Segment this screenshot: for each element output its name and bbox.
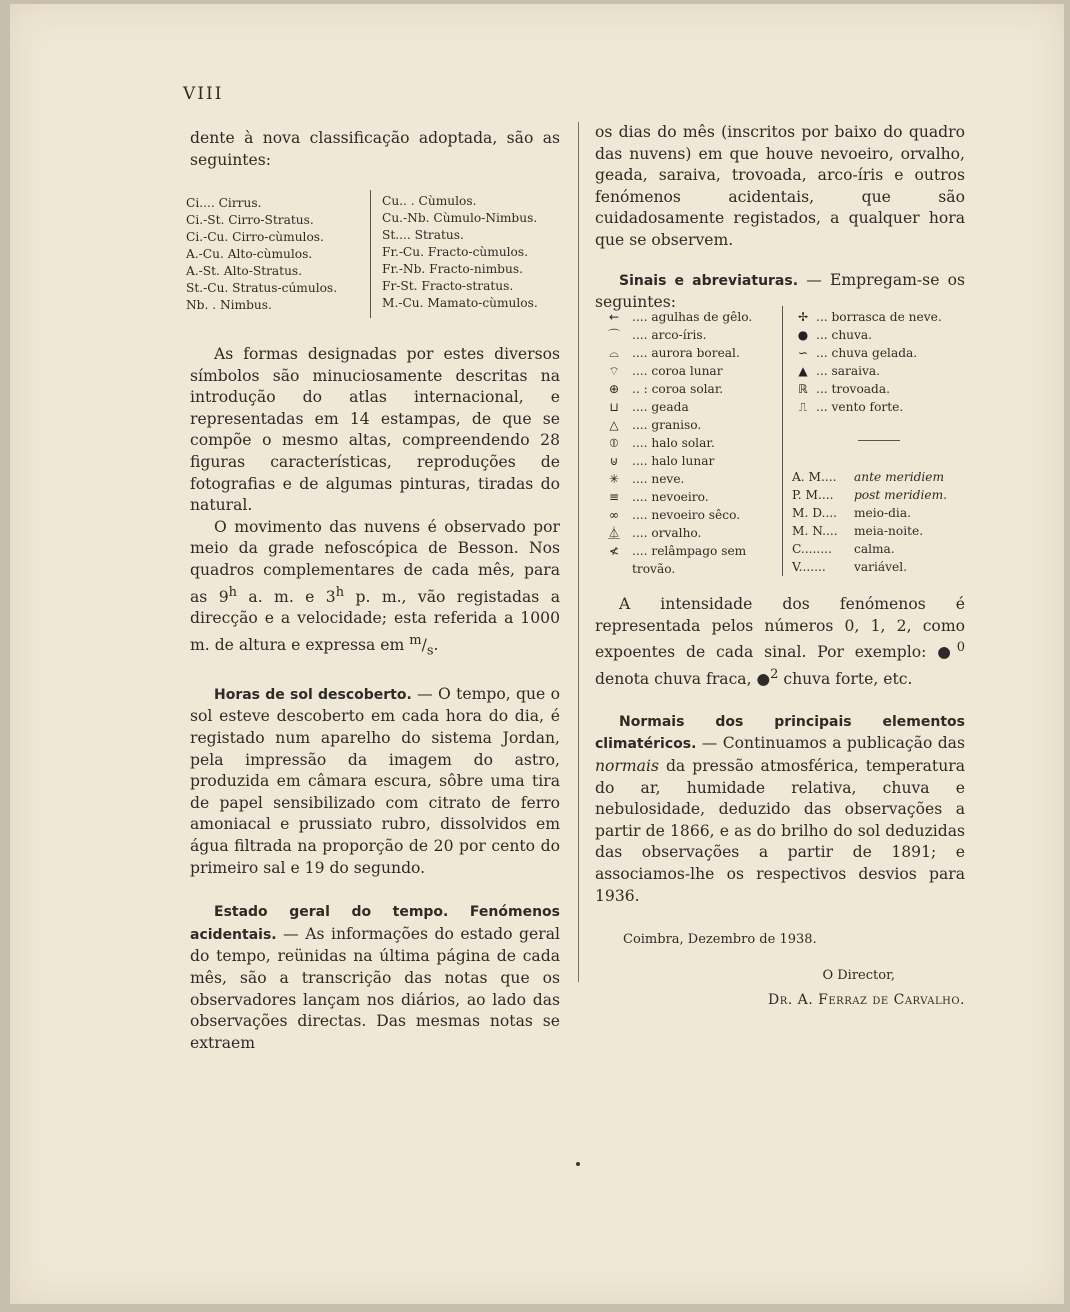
weather-symbol-icon: ∞ [609, 508, 619, 522]
symbol-divider [782, 306, 783, 576]
symbol-row [596, 308, 752, 326]
symbol-row [596, 398, 752, 416]
symbol-row [596, 506, 752, 524]
weather-symbol-icon: ⦶ [609, 436, 619, 450]
signs-heading: Sinais e abreviaturas. [619, 272, 799, 289]
cloud-abbrev-item: Cu.-Nb. Cùmulo-Nimbus. [382, 211, 538, 225]
signs-paragraph: Sinais e abreviaturas. — Empregam-se os seguintes: [595, 270, 965, 312]
weather-symbol-icon: ⌓ [609, 346, 619, 360]
weather-symbol-icon: ℝ [798, 382, 808, 396]
symbol-meaning: .... halo solar. [632, 436, 715, 450]
movement-paragraph: O movimento das nuvens é observado por meio da grade nefoscópica de Besson. Nos quadros complementares de cada mês, para as 9$^h$ a. m. e 3$^h$ p. m., vão registadas a direcção e a velocidade; esta referida a 1000 m. de altura e expressa em $^m/_s$. [190, 517, 560, 659]
symbol-row [596, 434, 752, 452]
cloud-abbrev-item: A.-Cu. Alto-cùmulos. [186, 247, 313, 261]
normals-paragraph: Normais dos principais elementos climatéricos. — Continuamos a publicação das normais da pressão atmosférica, temperatura do ar, humidade relativa, chuva e nebulosidade, deduzido das observações a partir de 1866, e as do brilho do sol deduzidas das observações a partir de 1891; e associamos-lhe os respectivos desvios para 1936. [595, 713, 965, 905]
symbol-row [596, 542, 752, 560]
intensity-paragraph: A intensidade dos fenómenos é representada pelos números 0, 1, 2, como expoentes de cada sinal. Por exemplo: ●$^0$ denota chuva fraca, ●$^2$ chuva forte, etc. [595, 595, 965, 689]
time-abbrev-item: V....... variável. [792, 560, 908, 574]
sunshine-heading: Horas de sol descoberto. [214, 686, 412, 703]
cloud-abbrev-item: Ci.-St. Cirro-Stratus. [186, 213, 314, 227]
symbol-meaning: .... agulhas de gêlo. [632, 310, 753, 324]
weather-symbol-icon: ✢ [797, 310, 809, 324]
symbol-meaning: ... chuva gelada. [816, 346, 918, 360]
page-mark [576, 1162, 580, 1166]
cloud-abbrev-item: Fr.-Cu. Fracto-cùmulos. [382, 245, 529, 259]
symbol-meaning: ... saraiva. [816, 364, 881, 378]
cloud-abbrev-item: Nb. . Nimbus. [186, 298, 272, 312]
column-divider [578, 122, 579, 982]
weather-heading: Estado geral do tempo. Fenómenos acidentais. [190, 904, 560, 943]
weather-symbol-icon: ≡ [608, 490, 620, 504]
page-number: VIII [183, 84, 224, 104]
cloud-abbrev-item: St.-Cu. Stratus-cúmulos. [186, 281, 338, 295]
symbol-row [790, 326, 942, 344]
symbol-meaning: .... geada [632, 400, 689, 414]
cloud-abbrev-list-right [382, 193, 538, 312]
weather-symbol-icon: ∽ [797, 346, 809, 360]
right-column [595, 122, 965, 314]
cloud-abbrev-item: M.-Cu. Mamato-cùmulos. [382, 296, 538, 310]
symbol-row [596, 326, 752, 344]
symbol-meaning: trovão. [632, 562, 676, 576]
weather-symbol-icon [596, 560, 632, 578]
time-abbrev-item: C........ calma. [792, 542, 895, 556]
symbol-row [596, 452, 752, 470]
symbol-row [596, 344, 752, 362]
weather-symbol-icon: ⏅ [607, 526, 620, 540]
symbol-meaning: .... coroa lunar [632, 364, 723, 378]
symbol-row [790, 380, 942, 398]
director-signature: Dr. A. Ferraz de Carvalho. [767, 992, 965, 1009]
cloud-abbrev-list-left [186, 195, 337, 314]
weather-symbol-icon: ● [797, 328, 809, 342]
time-abbrev-item: M. N.... meia-noite. [792, 524, 924, 538]
symbol-row [790, 308, 942, 326]
time-abbrev-item: P. M.... post meridiem. [792, 488, 948, 502]
symbol-row [596, 560, 752, 578]
symbol-meaning: ... trovoada. [816, 382, 890, 396]
weather-paragraph: Estado geral do tempo. Fenómenos acidentais. — As informações do estado geral do tempo, reünidas na última página de cada mês, são a transcrição das notas que os observadores lançam nos diários, ao lado das observações directas. Das mesmas notas se extraem [190, 904, 560, 1052]
time-abbrev-item: M. D.... meio-dia. [792, 506, 911, 520]
symbol-list-left [596, 308, 752, 578]
abbrev-divider [370, 190, 371, 318]
symbol-meaning: .... graniso. [632, 418, 702, 432]
weather-symbol-icon: ⎍ [798, 400, 808, 414]
cloud-abbrev-item: Fr.-Nb. Fracto-nimbus. [382, 262, 523, 276]
weather-symbol-icon: ⊔ [609, 400, 619, 414]
symbol-meaning: .... nevoeiro. [632, 490, 709, 504]
weather-symbol-icon: ⊍ [609, 454, 619, 468]
forms-paragraph: As formas designadas por estes diversos símbolos são minuciosamente descritas na introdução do atlas internacional, e representadas em 14 estampas, de que se compõe o mesmo altas, compreendendo 28 figuras características, reproduções de fotografias e de algumas pinturas, tiradas do natural. [190, 345, 560, 515]
symbol-row [790, 344, 942, 362]
symbol-row [596, 416, 752, 434]
cloud-abbrev-item: Ci.-Cu. Cirro-cùmulos. [186, 230, 324, 244]
symbol-meaning: .... orvalho. [632, 526, 702, 540]
weather-symbol-icon: ⊕ [608, 382, 620, 396]
symbol-meaning: .... arco-íris. [632, 328, 707, 342]
symbol-meaning: ... vento forte. [816, 400, 904, 414]
symbol-meaning: .... relâmpago sem [632, 544, 747, 558]
symbol-meaning: .... neve. [632, 472, 685, 486]
cloud-abbrev-item: Ci.... Cirrus. [186, 196, 262, 210]
cloud-abbrev-item: Fr-St. Fracto-stratus. [382, 279, 514, 293]
symbol-meaning: .... aurora boreal. [632, 346, 740, 360]
cloud-abbrev-item: Cu.. . Cùmulos. [382, 194, 477, 208]
symbol-row [596, 380, 752, 398]
symbol-row [596, 524, 752, 542]
cloud-abbrev-item: A.-St. Alto-Stratus. [186, 264, 303, 278]
weather-symbol-icon: ▲ [798, 364, 808, 378]
time-abbrev-list [792, 468, 947, 576]
sunshine-paragraph: Horas de sol descoberto. — O tempo, que o sol esteve descoberto em cada hora do dia, é registado num aparelho do sistema Jordan, pela impressão da imagem do astro, produzida em câmara escura, sôbre uma tira de papel sensibilizado com citrato de ferro amoniacal e prussiato rubro, dissolvidos em água filtrada na proporção de 20 por cento do primeiro sal e 19 do segundo. [190, 684, 560, 877]
symbol-meaning: .... halo lunar [632, 454, 715, 468]
weather-symbol-icon: ⌒ [607, 328, 620, 342]
director-role: O Director, [822, 967, 895, 983]
symbol-meaning: ... chuva. [816, 328, 873, 342]
symbol-row [596, 488, 752, 506]
left-column-body [190, 344, 560, 1054]
left-column [190, 128, 560, 171]
short-rule [858, 440, 900, 441]
symbol-row [790, 362, 942, 380]
weather-symbol-icon: △ [609, 418, 619, 432]
symbol-meaning: ... borrasca de neve. [816, 310, 942, 324]
right-column-body [595, 594, 965, 1012]
normals-heading: Normais dos principais elementos climatéricos. [595, 713, 965, 753]
place-date: Coimbra, Dezembro de 1938. [623, 932, 817, 948]
symbol-meaning: .... nevoeiro sêco. [632, 508, 741, 522]
symbol-meaning: .. : coroa solar. [632, 382, 724, 396]
cloud-abbrev-item: St.... Stratus. [382, 228, 464, 242]
symbol-row [790, 398, 942, 416]
symbol-list-right [790, 308, 942, 416]
symbol-row [596, 470, 752, 488]
continuation-paragraph: os dias do mês (inscritos por baixo do quadro das nuvens) em que houve nevoeiro, orvalho, geada, saraiva, trovoada, arco-íris e outros fenómenos acidentais, que são cuidadosamente registados, a qualquer hora que se observem. [595, 123, 965, 249]
intro-text: dente à nova classificação adoptada, são as seguintes: [190, 129, 560, 169]
weather-symbol-icon: ← [608, 310, 620, 324]
weather-symbol-icon: ≮ [608, 544, 620, 558]
weather-symbol-icon: ⌔ [608, 364, 620, 378]
weather-symbol-icon: ✳ [608, 472, 620, 486]
time-abbrev-item: A. M.... ante meridiem [792, 470, 945, 484]
symbol-row [596, 362, 752, 380]
